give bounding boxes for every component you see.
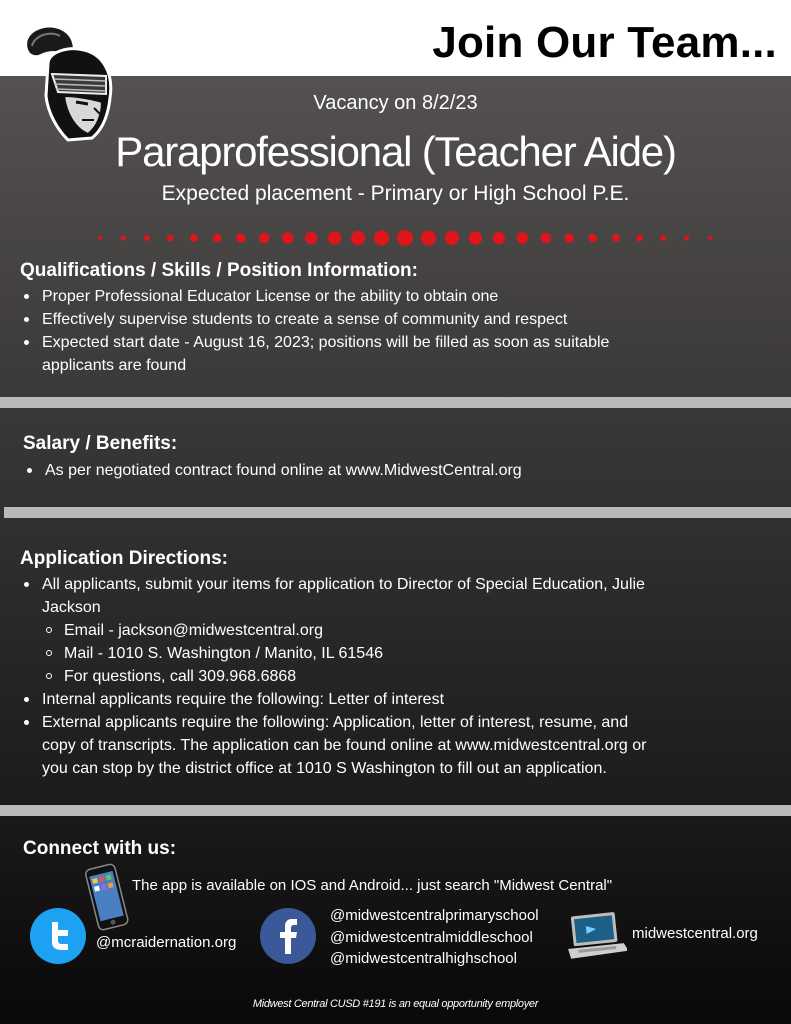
decorative-dot (374, 230, 389, 245)
section-divider (0, 397, 791, 408)
facebook-handle-middle[interactable]: @midwestcentralmiddleschool (330, 928, 533, 946)
equal-opportunity-note: Midwest Central CUSD #191 is an equal opportunity employer (252, 998, 539, 1010)
facebook-handle-primary[interactable]: @midwestcentralprimaryschool (330, 907, 539, 924)
list-item: External applicants require the following: Application, letter of interest, resume, and copy of transcripts. The application can be found online at www.midwestcentral.org or you can stop by the district office at 1010 S Washington to fill out an application. (20, 711, 650, 780)
decorative-dot (445, 231, 459, 245)
placement-subtitle: Expected placement - Primary or High School P.E. (161, 182, 630, 205)
decorative-dot (190, 234, 198, 242)
connect-heading: Connect with us: (23, 838, 177, 859)
knight-mascot-logo (18, 16, 118, 146)
list-item: As per negotiated contract found online at www.MidwestCentral.org (23, 459, 653, 482)
position-title: Paraprofessional (Teacher Aide) (115, 128, 676, 175)
facebook-handle-high[interactable]: @midwestcentralhighschool (330, 950, 517, 967)
decorative-dot (259, 233, 269, 243)
application-heading: Application Directions: (20, 548, 228, 569)
twitter-icon[interactable] (30, 908, 86, 964)
decorative-dot (282, 232, 293, 243)
decorative-dot (98, 236, 102, 240)
decorative-dot (612, 234, 620, 242)
contact-mail: Mail - 1010 S. Washington / Manito, IL 61546 (42, 642, 650, 665)
section-divider (0, 805, 791, 816)
application-list (20, 573, 650, 780)
twitter-handle[interactable]: @mcraidernation.org (96, 934, 237, 951)
app-availability-text: The app is available on IOS and Android... just search "Midwest Central" (132, 877, 613, 894)
decorative-dot (213, 234, 222, 243)
section-divider (4, 507, 791, 518)
contact-sublist (42, 619, 650, 688)
laptop-icon (565, 910, 627, 964)
decorative-dot (397, 230, 413, 246)
website-link[interactable]: midwestcentral.org (632, 925, 758, 942)
decorative-dot (328, 231, 341, 244)
decorative-dot (144, 235, 150, 241)
list-item (20, 573, 650, 688)
list-item-text: All applicants, submit your items for application to Director of Special Education, Julie Jackson (42, 576, 645, 616)
decorative-dot (121, 236, 126, 241)
decorative-dot (493, 232, 505, 244)
list-item: Proper Professional Educator License or the ability to obtain one (20, 285, 650, 308)
salary-list (23, 459, 653, 482)
decorative-dot (660, 235, 666, 241)
vacancy-date: Vacancy on 8/2/23 (313, 92, 478, 114)
decorative-dot (351, 231, 365, 245)
salary-heading: Salary / Benefits: (23, 433, 178, 454)
contact-phone[interactable]: For questions, call 309.968.6868 (42, 665, 650, 688)
decorative-dot (708, 236, 712, 240)
facebook-icon[interactable] (260, 908, 316, 964)
list-item: Effectively supervise students to create a sense of community and respect (20, 308, 650, 331)
contact-email[interactable]: Email - jackson@midwestcentral.org (42, 619, 650, 642)
decorative-dot-divider (90, 226, 720, 250)
decorative-dot (588, 234, 597, 243)
decorative-dot (469, 231, 482, 244)
decorative-dot (636, 235, 643, 242)
decorative-dot (236, 233, 246, 243)
qualifications-heading: Qualifications / Skills / Position Information: (20, 260, 418, 281)
decorative-dot (541, 233, 551, 243)
decorative-dot (517, 232, 528, 243)
decorative-dot (167, 235, 174, 242)
facebook-handles (330, 905, 539, 970)
list-item: Expected start date - August 16, 2023; positions will be filled as soon as suitable applicants are found (20, 331, 650, 377)
qualifications-list (20, 285, 650, 377)
decorative-dot (564, 233, 574, 243)
page-title: Join Our Team... (432, 18, 777, 67)
decorative-dot (421, 230, 436, 245)
decorative-dot (684, 236, 689, 241)
list-item: Internal applicants require the following: Letter of interest (20, 688, 650, 711)
decorative-dot (305, 232, 317, 244)
phone-icon (80, 862, 134, 934)
